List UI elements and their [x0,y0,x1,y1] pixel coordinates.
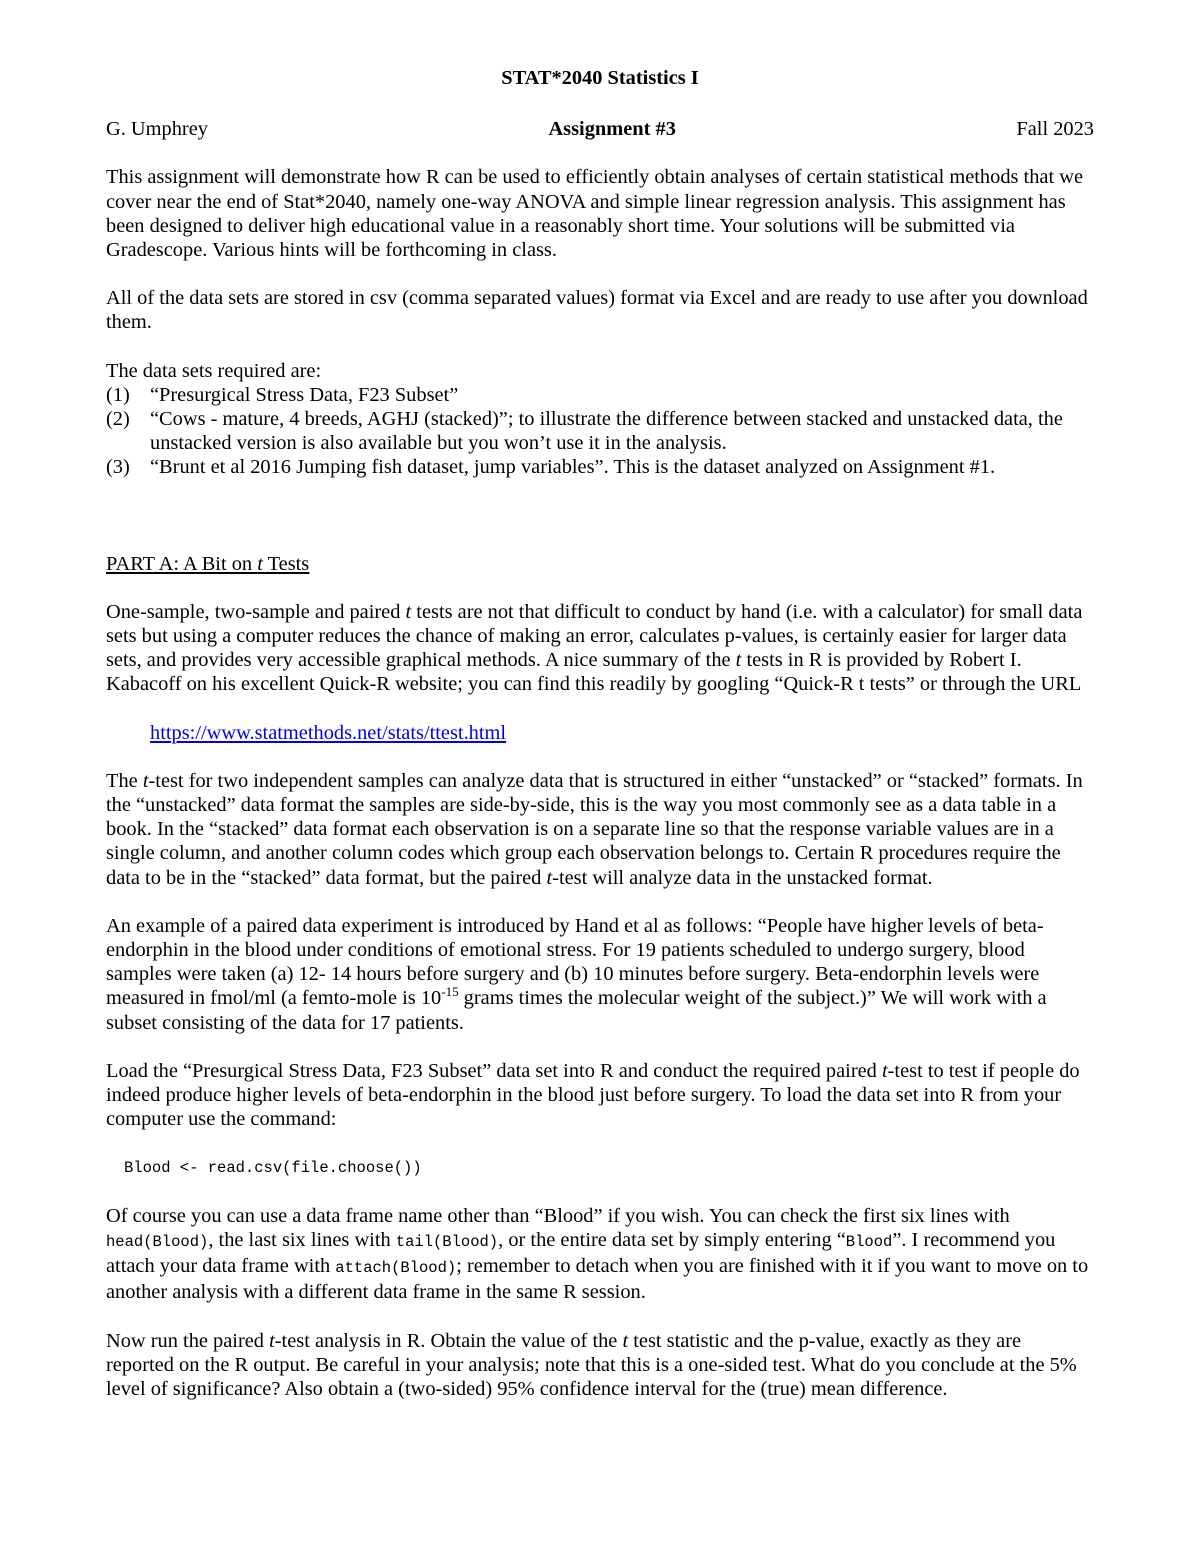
heading-text: Tests [262,552,310,575]
text-run: ”. I recommend you attach your data frame with [106,1228,1056,1278]
datasets-intro: The data sets required are: [106,359,322,382]
list-text: “Brunt et al 2016 Jumping fish dataset, jump variables”. This is the dataset analyzed on Assignment #1. [150,456,996,479]
text-run: Now run the paired [106,1329,270,1352]
t-italic: t [269,1329,275,1352]
inline-code: Blood [845,1232,893,1251]
text-run: Load the “Presurgical Stress Data, F23 Subset” data set into R and conduct the required paired [106,1059,882,1082]
list-item [106,455,1094,479]
text-run: One-sample, two-sample and paired [106,600,406,623]
list-item [106,383,1094,407]
author-name: G. Umphrey [106,118,208,141]
text-run: , or the entire data set by simply entering “ [498,1228,846,1251]
load-data-paragraph [106,1059,1094,1132]
text-run: grams times the molecular weight of the subject.)” We will work with a subset consisting of the data for 17 patients. [106,987,1047,1034]
datasets-list [106,383,1094,480]
url-line [106,721,1094,745]
heading-text: PART A: A Bit on [106,552,258,575]
text-run: -test analysis in R. Obtain the value of the [274,1329,623,1352]
t-italic: t [142,769,149,792]
statmethods-link[interactable]: https://www.statmethods.net/stats/ttest.html [150,721,507,744]
text-run: ; remember to detach when you are finished with it if you want to move on to another analysis with a different data frame in the same R session. [106,1255,1089,1304]
inline-code: tail(Blood) [395,1232,499,1251]
inline-code: head(Blood) [106,1232,209,1251]
data-frame-paragraph [106,1204,1094,1305]
t-italic: t [735,649,742,672]
text-run: The [106,769,143,792]
text-run: Of course you can use a data frame name other than “Blood” if you wish. You can check the first six lines with [106,1204,1010,1227]
paired-example-paragraph [106,914,1094,1035]
text-run: -test for two independent samples can analyze data that is structured in either “unstacked” or “stacked” formats. In the “unstacked” data format the samples are side-by-side, this is the way you most commonly see as a data table in a book. In the “stacked” data format each observation is on a separate line so that the response variable values are in a single column, and another column codes which group each observation belongs to. Certain R procedures require the data to be in the “stacked” data format, but the paired [106,769,1083,889]
list-number: (2) [106,408,130,431]
text-run: An example of a paired data experiment is introduced by Hand et al as follows: “People have higher levels of beta-endorphin in the blood under conditions of emotional stress. For 19 patients scheduled to undergo surgery, blood samples were taken (a) 12- 14 hours before surgery and (b) 10 minutes before surgery. Beta-endorphin levels were measured in fmol/ml (a femto-mole is 10 [106,914,1044,1010]
text-run: -test will analyze data in the unstacked format. [552,866,933,889]
run-test-paragraph [106,1329,1094,1402]
t-tests-paragraph [106,600,1094,697]
heading-t-italic: t [257,552,263,575]
exponent: -15 [441,984,459,1000]
intro-paragraph: This assignment will demonstrate how R can be used to efficiently obtain analyses of certain statistical methods that we cover near the end of Stat*2040, namely one-way ANOVA and simple linear regression analysis. This assignment has been designed to deliver high educational value in a reasonably short time. Your solutions will be submitted via Gradescope. Various hints will be forthcoming in class. [106,166,1083,262]
data-format-paragraph: All of the data sets are stored in csv (comma separated values) format via Excel and are ready to use after you download them. [106,287,1088,334]
header-row [106,117,1094,141]
r-code-block: Blood <- read.csv(file.choose()) [124,1158,422,1177]
stacked-unstacked-paragraph [106,769,1094,890]
inline-code: attach(Blood) [335,1259,457,1278]
t-italic: t [881,1059,888,1082]
list-number: (3) [106,456,130,479]
list-item [106,407,1094,455]
text-run: tests in R is provided by Robert I. Kabacoff on his excellent Quick-R website; you can find this readily by googling “Quick-R t tests” or through the URL [106,649,1082,696]
term-label: Fall 2023 [1016,118,1094,141]
part-a-heading [106,552,1094,576]
text-run: -test to test if people do indeed produce higher levels of beta-endorphin in the blood just before surgery. To load the data set into R from your computer use the command: [106,1059,1080,1131]
text-run: , the last six lines with [208,1228,396,1251]
t-italic: t [405,600,412,623]
list-text: “Presurgical Stress Data, F23 Subset” [150,383,459,406]
t-italic: t [622,1329,629,1352]
text-run: test statistic and the p-value, exactly as they are reported on the R output. Be careful in your analysis; note that this is a one-sided test. What do you conclude at the 5% level of significance? Also obtain a (two-sided) 95% confidence interval for the (true) mean difference. [106,1329,1077,1400]
course-title: STAT*2040 Statistics I [501,67,699,89]
assignment-title: Assignment #3 [548,118,676,141]
list-text: “Cows - mature, 4 breeds, AGHJ (stacked)”; to illustrate the difference between stacked and unstacked data, the unstacked version is also available but you won’t use it in the analysis. [150,408,1063,455]
t-italic: t [546,866,553,889]
list-number: (1) [106,383,130,406]
text-run: tests are not that difficult to conduct by hand (i.e. with a calculator) for small data sets but using a computer reduces the chance of making an error, calculates p-values, is certainly easier for larger data sets, and provides very accessible graphical methods. A nice summary of the [106,600,1083,672]
